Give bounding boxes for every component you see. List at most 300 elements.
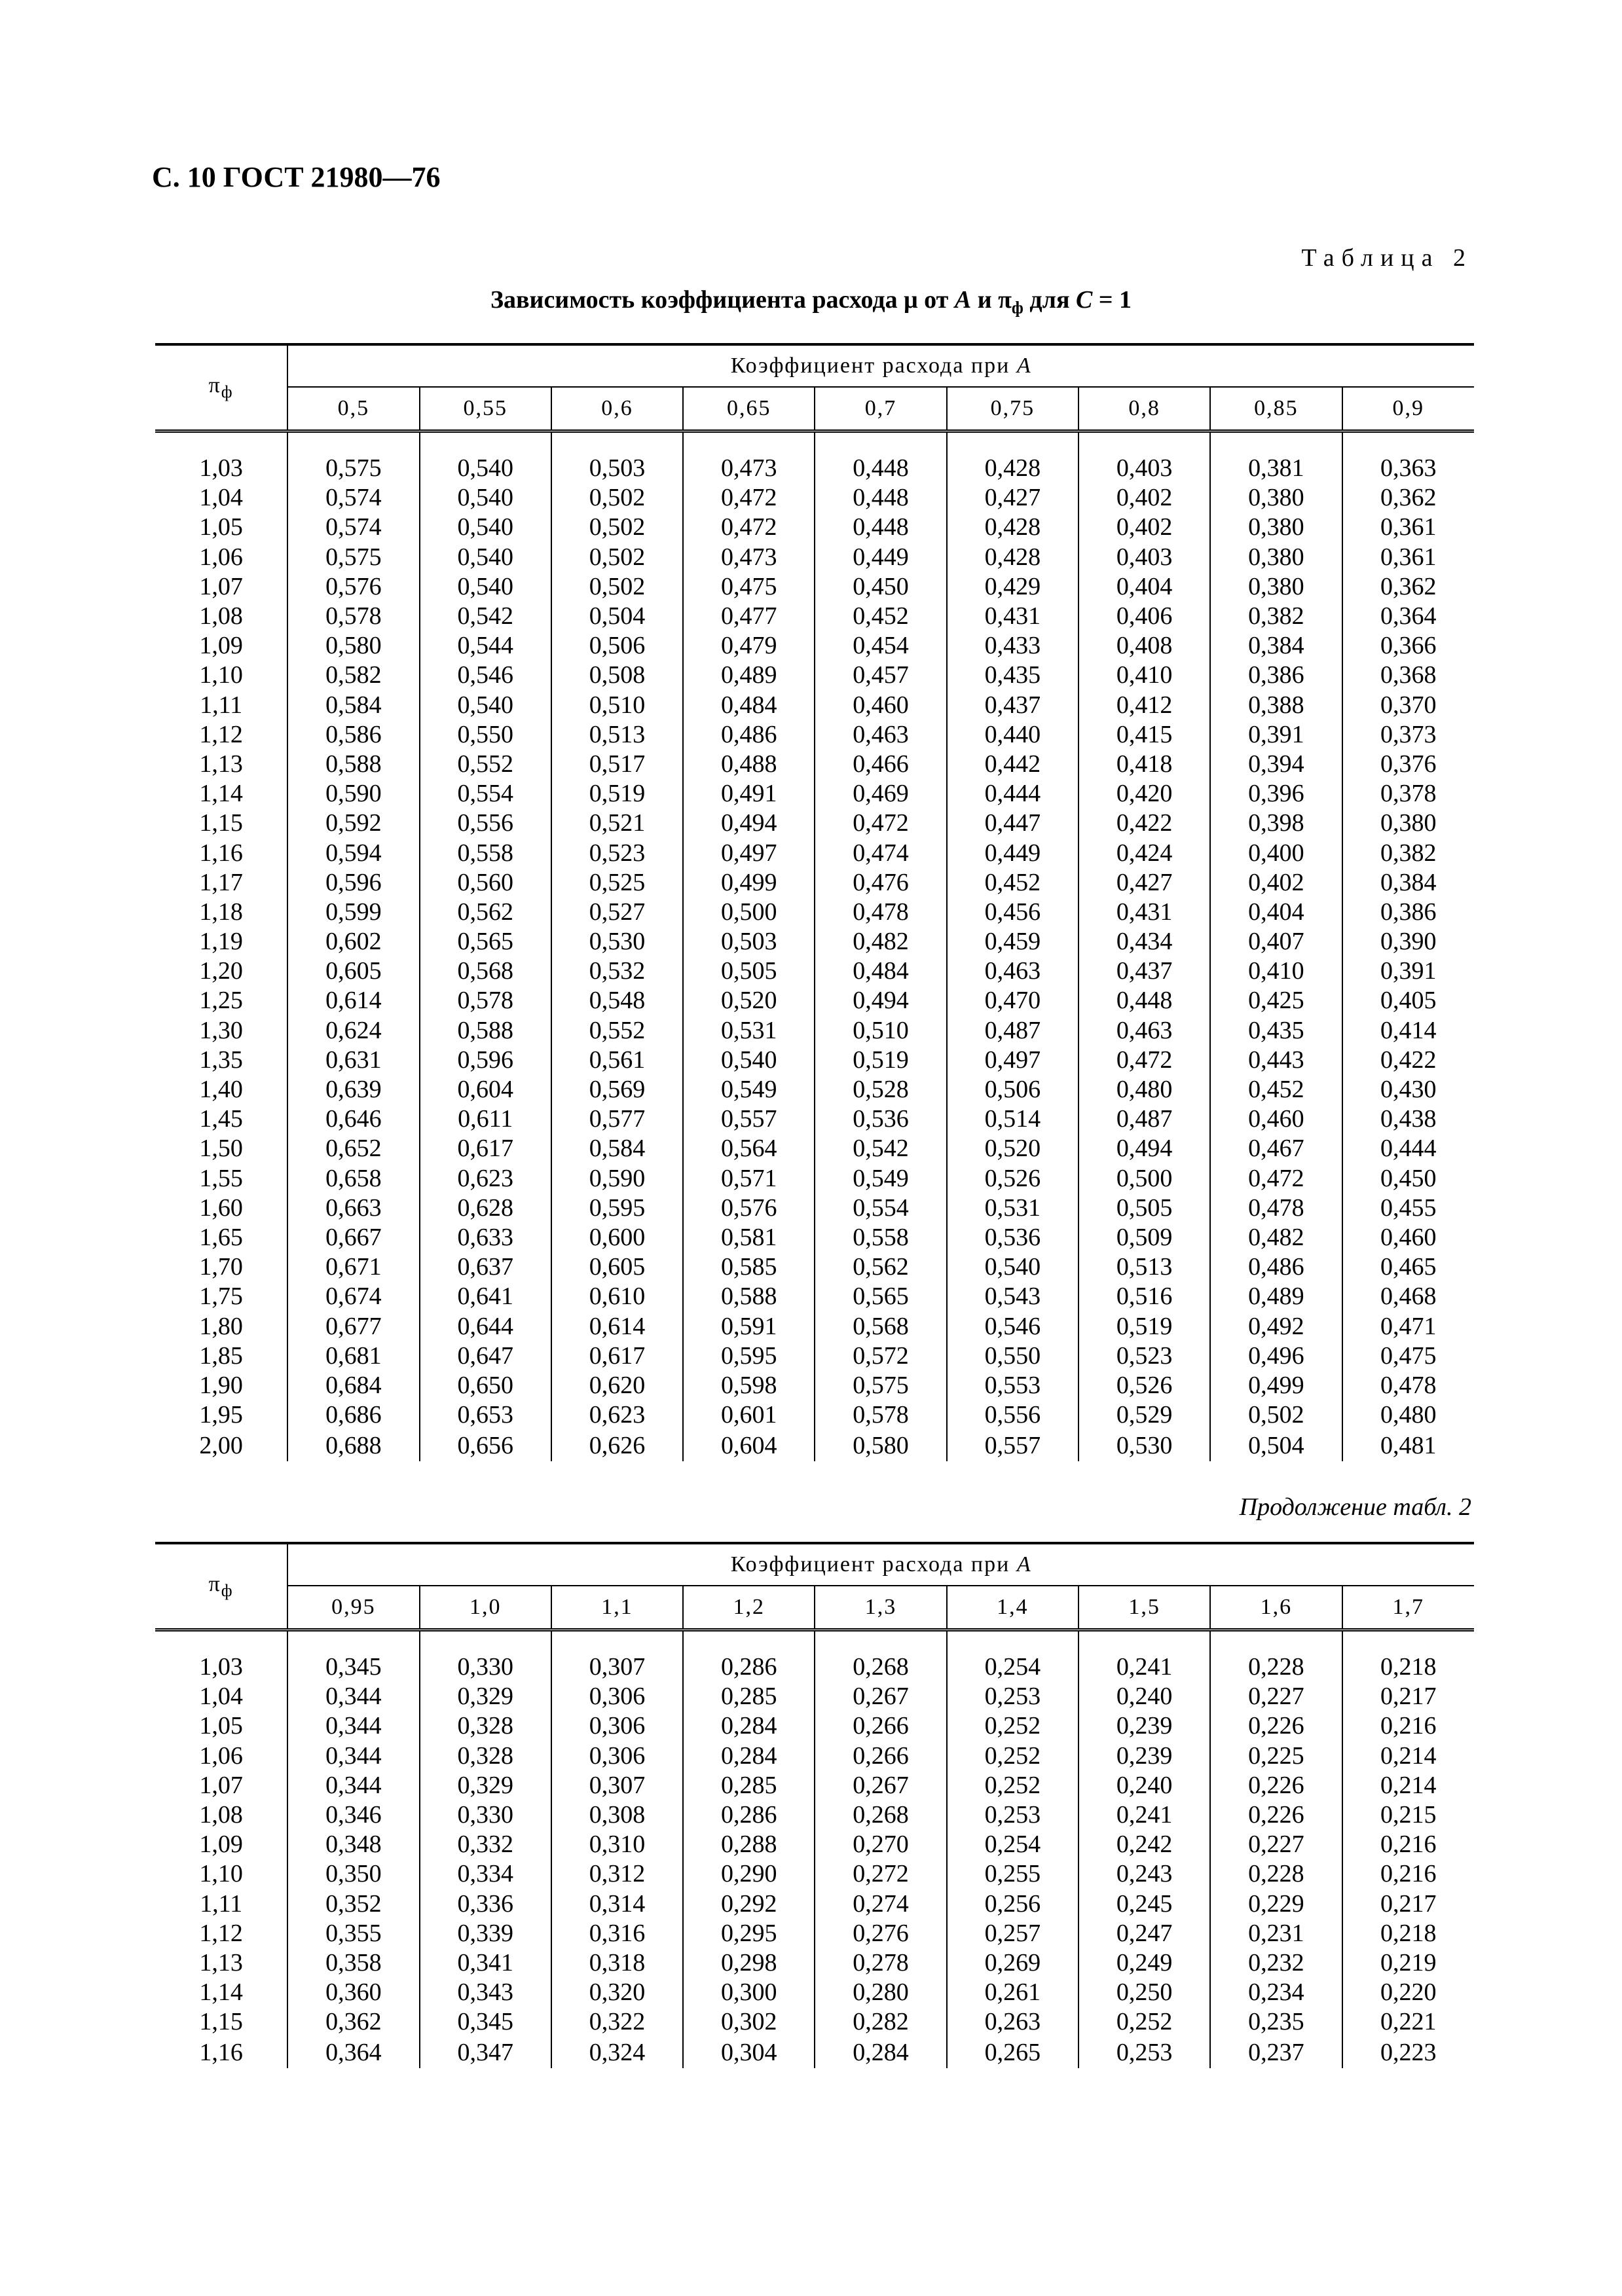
- coefficient-cell: 0,510: [551, 691, 683, 720]
- coefficient-cell: 0,487: [1078, 1104, 1210, 1134]
- table-row: [155, 809, 1474, 838]
- coefficient-cell: 0,300: [683, 1978, 815, 2007]
- pi-phi-cell: 1,50: [199, 1135, 243, 1163]
- coefficient-cell: 0,364: [287, 2037, 419, 2068]
- coefficient-cell: 0,318: [551, 1948, 683, 1978]
- coefficient-cell: 0,310: [551, 1830, 683, 1859]
- coefficient-cell: 0,506: [947, 1075, 1078, 1104]
- table-row: [155, 661, 1474, 690]
- table-row: [155, 720, 1474, 750]
- pi-phi-cell: 1,18: [199, 898, 243, 926]
- caption-text-and: и π: [971, 286, 1012, 314]
- coefficient-cell: 0,433: [947, 631, 1078, 661]
- coefficient-cell: 0,306: [551, 1682, 683, 1711]
- coefficient-cell: 0,443: [1210, 1046, 1342, 1075]
- coefficient-cell: 0,531: [683, 1016, 815, 1046]
- coefficient-cell: 0,598: [683, 1371, 815, 1400]
- table-row: [155, 1830, 1474, 1859]
- coefficient-cell: 0,482: [1210, 1223, 1342, 1252]
- coefficient-cell: 0,366: [1342, 631, 1474, 661]
- coefficient-cell: 0,500: [683, 898, 815, 927]
- coefficient-cell: 0,497: [683, 838, 815, 867]
- coefficient-cell: 0,530: [1078, 1430, 1210, 1461]
- coefficient-cell: 0,586: [287, 720, 419, 750]
- coefficient-cell: 0,320: [551, 1978, 683, 2007]
- coefficient-cell: 0,504: [551, 602, 683, 631]
- coefficient-cell: 0,415: [1078, 720, 1210, 750]
- coefficient-cell: 0,574: [287, 513, 419, 542]
- table-row: [155, 1859, 1474, 1889]
- coefficient-cell: 0,536: [815, 1104, 946, 1134]
- coefficient-cell: 0,558: [815, 1223, 946, 1252]
- coefficient-cell: 0,475: [1342, 1341, 1474, 1371]
- pi-phi-cell: 1,05: [199, 1712, 243, 1740]
- coefficient-cell: 0,226: [1210, 1711, 1342, 1741]
- coefficient-cell: 0,617: [420, 1134, 551, 1163]
- table-row: [155, 1771, 1474, 1800]
- coefficient-cell: 0,267: [815, 1771, 946, 1800]
- coefficient-cell: 0,484: [683, 691, 815, 720]
- gap-cell: [815, 431, 946, 454]
- pi-phi-cell: 1,04: [199, 1683, 243, 1711]
- coefficient-cell: 0,472: [683, 513, 815, 542]
- pi-phi-cell: 1,17: [199, 868, 243, 896]
- coefficient-cell: 0,434: [1078, 927, 1210, 957]
- column-header: 0,65: [683, 387, 815, 431]
- coefficient-cell: 0,361: [1342, 543, 1474, 572]
- coefficient-cell: 0,410: [1078, 661, 1210, 690]
- gap-cell: [155, 1630, 287, 1653]
- coefficient-cell: 0,502: [551, 543, 683, 572]
- coefficient-cell: 0,343: [420, 1978, 551, 2007]
- coefficient-cell: 0,234: [1210, 1978, 1342, 2007]
- pi-phi-cell: 1,12: [199, 720, 243, 748]
- table-row: [155, 1430, 1474, 1461]
- pi-phi-cell: 1,80: [199, 1312, 243, 1340]
- pi-sub: ф: [221, 382, 234, 401]
- coefficient-cell: 0,564: [683, 1134, 815, 1163]
- coefficient-cell: 0,306: [551, 1711, 683, 1741]
- coefficient-cell: 0,373: [1342, 720, 1474, 750]
- coefficient-cell: 0,284: [815, 2037, 946, 2068]
- coefficient-cell: 0,614: [287, 986, 419, 1015]
- coefficient-cell: 0,268: [815, 1652, 946, 1682]
- coefficient-cell: 0,448: [815, 483, 946, 513]
- coefficient-cell: 0,688: [287, 1430, 419, 1461]
- coefficient-cell: 0,324: [551, 2037, 683, 2068]
- coefficient-cell: 0,328: [420, 1711, 551, 1741]
- coefficient-cell: 0,466: [815, 750, 946, 779]
- coefficient-cell: 0,554: [420, 779, 551, 809]
- caption-text-before: Зависимость коэффициента расхода μ от: [490, 286, 955, 314]
- coefficient-cell: 0,226: [1210, 1771, 1342, 1800]
- coefficient-cell: 0,604: [420, 1075, 551, 1104]
- coefficient-cell: 0,578: [815, 1400, 946, 1430]
- coefficient-cell: 0,447: [947, 809, 1078, 838]
- coefficient-cell: 0,427: [947, 483, 1078, 513]
- coefficient-cell: 0,440: [947, 720, 1078, 750]
- span-header-text: Коэффициент расхода при: [730, 1552, 1017, 1576]
- pi-phi-cell: 1,11: [200, 1889, 243, 1918]
- coefficient-cell: 0,454: [815, 631, 946, 661]
- coefficient-cell: 0,540: [683, 1046, 815, 1075]
- pi-phi-cell: 1,07: [199, 572, 243, 600]
- coefficient-cell: 0,550: [947, 1341, 1078, 1371]
- coefficient-cell: 0,227: [1210, 1830, 1342, 1859]
- coefficient-cell: 0,382: [1210, 602, 1342, 631]
- coefficient-cell: 0,266: [815, 1741, 946, 1771]
- coefficient-cell: 0,380: [1210, 513, 1342, 542]
- column-header: 1,4: [947, 1586, 1078, 1630]
- coefficient-cell: 0,519: [815, 1046, 946, 1075]
- coefficient-cell: 0,386: [1210, 661, 1342, 690]
- coefficient-cell: 0,295: [683, 1919, 815, 1948]
- coefficient-cell: 0,540: [420, 454, 551, 483]
- table-row: [155, 1046, 1474, 1075]
- span-header-text: Коэффициент расхода при: [730, 354, 1017, 378]
- coefficient-cell: 0,502: [551, 572, 683, 602]
- flow-coefficient-table: [155, 343, 1474, 1461]
- coefficient-cell: 0,450: [1342, 1164, 1474, 1194]
- pi-phi-cell: 1,20: [199, 957, 243, 985]
- pi-phi-cell: 1,04: [199, 484, 243, 512]
- coefficient-cell: 0,562: [420, 898, 551, 927]
- coefficient-cell: 0,267: [815, 1682, 946, 1711]
- coefficient-cell: 0,237: [1210, 2037, 1342, 2068]
- coefficient-cell: 0,450: [815, 572, 946, 602]
- coefficient-cell: 0,306: [551, 1741, 683, 1771]
- coefficient-cell: 0,650: [420, 1371, 551, 1400]
- coefficient-cell: 0,235: [1210, 2007, 1342, 2037]
- coefficient-cell: 0,452: [815, 602, 946, 631]
- coefficient-cell: 0,226: [1210, 1800, 1342, 1830]
- coefficient-cell: 0,280: [815, 1978, 946, 2007]
- coefficient-cell: 0,557: [683, 1104, 815, 1134]
- table-row: [155, 1075, 1474, 1104]
- coefficient-cell: 0,644: [420, 1311, 551, 1341]
- coefficient-cell: 0,362: [287, 2007, 419, 2037]
- coefficient-cell: 0,502: [551, 483, 683, 513]
- coefficient-cell: 0,332: [420, 1830, 551, 1859]
- coefficient-cell: 0,456: [947, 898, 1078, 927]
- coefficient-cell: 0,581: [683, 1223, 815, 1252]
- gap-cell: [1078, 431, 1210, 454]
- column-header: 1,1: [551, 1586, 683, 1630]
- coefficient-cell: 0,628: [420, 1194, 551, 1223]
- coefficient-cell: 0,448: [1078, 986, 1210, 1015]
- coefficient-cell: 0,468: [1342, 1282, 1474, 1311]
- coefficient-cell: 0,231: [1210, 1919, 1342, 1948]
- coefficient-cell: 0,361: [1342, 513, 1474, 542]
- caption-sub-phi: ф: [1011, 298, 1023, 318]
- coefficient-cell: 0,398: [1210, 809, 1342, 838]
- coefficient-cell: 0,363: [1342, 454, 1474, 483]
- pi-phi-cell: 1,95: [199, 1401, 243, 1429]
- gap-cell: [947, 1630, 1078, 1653]
- pi-phi-cell: 1,07: [199, 1771, 243, 1799]
- coefficient-cell: 0,284: [683, 1711, 815, 1741]
- coefficient-cell: 0,253: [1078, 2037, 1210, 2068]
- coefficient-cell: 0,658: [287, 1164, 419, 1194]
- coefficient-cell: 0,560: [420, 868, 551, 898]
- coefficient-cell: 0,265: [947, 2037, 1078, 2068]
- coefficient-cell: 0,214: [1342, 1771, 1474, 1800]
- coefficient-cell: 0,304: [683, 2037, 815, 2068]
- coefficient-cell: 0,428: [947, 543, 1078, 572]
- coefficient-cell: 0,585: [683, 1252, 815, 1282]
- coefficient-cell: 0,220: [1342, 1978, 1474, 2007]
- coefficient-cell: 0,364: [1342, 602, 1474, 631]
- coefficient-cell: 0,344: [287, 1682, 419, 1711]
- coefficient-cell: 0,467: [1210, 1134, 1342, 1163]
- pi-phi-cell: 1,06: [199, 1741, 243, 1770]
- coefficient-cell: 0,550: [420, 720, 551, 750]
- column-header: 1,2: [683, 1586, 815, 1630]
- gap-cell: [287, 1630, 419, 1653]
- pi-phi-cell: 1,12: [199, 1919, 243, 1947]
- table-row: [155, 779, 1474, 809]
- coefficient-cell: 0,307: [551, 1771, 683, 1800]
- coefficient-cell: 0,384: [1210, 631, 1342, 661]
- coefficient-cell: 0,229: [1210, 1889, 1342, 1919]
- coefficient-cell: 0,422: [1078, 809, 1210, 838]
- column-header: 1,7: [1342, 1586, 1474, 1630]
- pi-phi-cell: 1,60: [199, 1194, 243, 1222]
- coefficient-cell: 0,252: [947, 1771, 1078, 1800]
- coefficient-cell: 0,472: [815, 809, 946, 838]
- table-row: [155, 1711, 1474, 1741]
- table-row: [155, 1800, 1474, 1830]
- pi-phi-cell: 2,00: [199, 1431, 243, 1459]
- coefficient-cell: 0,475: [683, 572, 815, 602]
- pi-phi-cell: 1,65: [199, 1223, 243, 1251]
- coefficient-cell: 0,452: [947, 868, 1078, 898]
- coefficient-cell: 0,623: [551, 1400, 683, 1430]
- coefficient-cell: 0,460: [815, 691, 946, 720]
- coefficient-cell: 0,402: [1078, 513, 1210, 542]
- coefficient-cell: 0,394: [1210, 750, 1342, 779]
- coefficient-cell: 0,575: [287, 543, 419, 572]
- coefficient-cell: 0,241: [1078, 1800, 1210, 1830]
- coefficient-cell: 0,637: [420, 1252, 551, 1282]
- table-row: [155, 898, 1474, 927]
- coefficient-cell: 0,348: [287, 1830, 419, 1859]
- coefficient-cell: 0,344: [287, 1741, 419, 1771]
- continuation-label: Продолжение табл. 2: [1239, 1493, 1471, 1521]
- coefficient-cell: 0,543: [947, 1282, 1078, 1311]
- coefficient-cell: 0,368: [1342, 661, 1474, 690]
- coefficient-cell: 0,228: [1210, 1859, 1342, 1889]
- coefficient-cell: 0,270: [815, 1830, 946, 1859]
- coefficient-cell: 0,408: [1078, 631, 1210, 661]
- coefficient-cell: 0,334: [420, 1859, 551, 1889]
- coefficient-cell: 0,600: [551, 1223, 683, 1252]
- coefficient-cell: 0,403: [1078, 543, 1210, 572]
- coefficient-cell: 0,594: [287, 838, 419, 867]
- gap-cell: [155, 431, 287, 454]
- pi-phi-cell: 1,30: [199, 1016, 243, 1044]
- table-row: [155, 691, 1474, 720]
- span-header-var: A: [1016, 354, 1032, 378]
- pi-phi-cell: 1,11: [200, 691, 243, 719]
- coefficient-cell: 0,633: [420, 1223, 551, 1252]
- coefficient-cell: 0,431: [1078, 898, 1210, 927]
- header-gap-row: [155, 431, 1474, 454]
- pi-phi-cell: 1,15: [199, 2008, 243, 2036]
- coefficient-cell: 0,528: [815, 1075, 946, 1104]
- coefficient-cell: 0,316: [551, 1919, 683, 1948]
- coefficient-cell: 0,588: [287, 750, 419, 779]
- coefficient-cell: 0,480: [1342, 1400, 1474, 1430]
- coefficient-cell: 0,252: [1078, 2007, 1210, 2037]
- coefficient-cell: 0,568: [815, 1311, 946, 1341]
- caption-var-a: A: [954, 286, 972, 314]
- coefficient-cell: 0,263: [947, 2007, 1078, 2037]
- coefficient-cell: 0,249: [1078, 1948, 1210, 1978]
- coefficient-cell: 0,677: [287, 1311, 419, 1341]
- table-row: [155, 986, 1474, 1015]
- coefficient-cell: 0,596: [287, 868, 419, 898]
- column-header: 0,6: [551, 387, 683, 431]
- coefficient-cell: 0,505: [1078, 1194, 1210, 1223]
- coefficient-cell: 0,452: [1210, 1075, 1342, 1104]
- coefficient-cell: 0,617: [551, 1341, 683, 1371]
- coefficient-cell: 0,218: [1342, 1652, 1474, 1682]
- coefficient-cell: 0,574: [287, 483, 419, 513]
- coefficient-cell: 0,520: [947, 1134, 1078, 1163]
- coefficient-cell: 0,496: [1210, 1341, 1342, 1371]
- pi-phi-cell: 1,19: [199, 928, 243, 956]
- pi-phi-cell: 1,55: [199, 1164, 243, 1192]
- coefficient-cell: 0,565: [420, 927, 551, 957]
- coefficient-cell: 0,422: [1342, 1046, 1474, 1075]
- coefficient-cell: 0,470: [947, 986, 1078, 1015]
- coefficient-cell: 0,448: [815, 454, 946, 483]
- coefficient-cell: 0,578: [420, 986, 551, 1015]
- coefficient-cell: 0,506: [551, 631, 683, 661]
- pi-sub: ф: [221, 1580, 234, 1600]
- coefficient-cell: 0,604: [683, 1430, 815, 1461]
- coefficient-cell: 0,218: [1342, 1919, 1474, 1948]
- coefficient-cell: 0,473: [683, 543, 815, 572]
- coefficient-cell: 0,481: [1342, 1430, 1474, 1461]
- pi-phi-cell: 1,08: [199, 602, 243, 630]
- coefficient-cell: 0,519: [551, 779, 683, 809]
- coefficient-cell: 0,427: [1078, 868, 1210, 898]
- pi-phi-cell: 1,16: [199, 839, 243, 867]
- coefficient-cell: 0,517: [551, 750, 683, 779]
- coefficient-cell: 0,530: [551, 927, 683, 957]
- coefficient-cell: 0,285: [683, 1771, 815, 1800]
- table-row: [155, 957, 1474, 986]
- pi-symbol: π: [208, 1572, 221, 1597]
- coefficient-cell: 0,605: [551, 1252, 683, 1282]
- coefficient-cell: 0,656: [420, 1430, 551, 1461]
- coefficient-cell: 0,455: [1342, 1194, 1474, 1223]
- table-row: [155, 1371, 1474, 1400]
- pi-phi-cell: 1,16: [199, 2038, 243, 2066]
- coefficient-cell: 0,488: [683, 750, 815, 779]
- coefficient-cell: 0,254: [947, 1830, 1078, 1859]
- coefficient-cell: 0,494: [1078, 1134, 1210, 1163]
- gap-cell: [420, 1630, 551, 1653]
- coefficient-cell: 0,532: [551, 957, 683, 986]
- coefficient-cell: 0,425: [1210, 986, 1342, 1015]
- pi-phi-cell: 1,35: [199, 1046, 243, 1074]
- coefficient-cell: 0,391: [1342, 957, 1474, 986]
- coefficient-cell: 0,510: [815, 1016, 946, 1046]
- coefficient-cell: 0,216: [1342, 1830, 1474, 1859]
- coefficient-cell: 0,402: [1210, 868, 1342, 898]
- coefficient-cell: 0,599: [287, 898, 419, 927]
- gap-cell: [1342, 1630, 1474, 1653]
- coefficient-cell: 0,380: [1210, 572, 1342, 602]
- coefficient-cell: 0,546: [420, 661, 551, 690]
- coefficient-cell: 0,556: [420, 809, 551, 838]
- coefficient-cell: 0,575: [815, 1371, 946, 1400]
- pi-phi-cell: 1,06: [199, 543, 243, 571]
- pi-phi-cell: 1,14: [199, 1978, 243, 2007]
- coefficient-cell: 0,578: [287, 602, 419, 631]
- coefficient-cell: 0,562: [815, 1252, 946, 1282]
- coefficient-cell: 0,647: [420, 1341, 551, 1371]
- coefficient-cell: 0,473: [683, 454, 815, 483]
- coefficient-cell: 0,492: [1210, 1311, 1342, 1341]
- gap-cell: [1342, 431, 1474, 454]
- table-row: [155, 927, 1474, 957]
- pi-phi-cell: 1,75: [199, 1283, 243, 1311]
- coefficient-cell: 0,577: [551, 1104, 683, 1134]
- table-row: [155, 483, 1474, 513]
- coefficient-cell: 0,347: [420, 2037, 551, 2068]
- header-gap-row: [155, 1630, 1474, 1653]
- coefficient-cell: 0,217: [1342, 1889, 1474, 1919]
- coefficient-cell: 0,580: [287, 631, 419, 661]
- coefficient-cell: 0,684: [287, 1371, 419, 1400]
- coefficient-cell: 0,227: [1210, 1682, 1342, 1711]
- coefficient-cell: 0,626: [551, 1430, 683, 1461]
- coefficient-cell: 0,620: [551, 1371, 683, 1400]
- gap-cell: [551, 1630, 683, 1653]
- pi-phi-cell: 1,14: [199, 780, 243, 808]
- coefficient-cell: 0,378: [1342, 779, 1474, 809]
- coefficient-cell: 0,499: [683, 868, 815, 898]
- coefficient-cell: 0,400: [1210, 838, 1342, 867]
- coefficient-cell: 0,444: [1342, 1134, 1474, 1163]
- coefficient-cell: 0,509: [1078, 1223, 1210, 1252]
- coefficient-cell: 0,531: [947, 1194, 1078, 1223]
- coefficient-cell: 0,596: [420, 1046, 551, 1075]
- coefficient-cell: 0,344: [287, 1711, 419, 1741]
- coefficient-cell: 0,614: [551, 1311, 683, 1341]
- pi-phi-cell: 1,03: [199, 1653, 243, 1681]
- coefficient-cell: 0,403: [1078, 454, 1210, 483]
- coefficient-cell: 0,286: [683, 1800, 815, 1830]
- coefficient-cell: 0,576: [287, 572, 419, 602]
- coefficient-cell: 0,529: [1078, 1400, 1210, 1430]
- coefficient-cell: 0,605: [287, 957, 419, 986]
- coefficient-cell: 0,268: [815, 1800, 946, 1830]
- coefficient-cell: 0,486: [1210, 1252, 1342, 1282]
- coefficient-cell: 0,390: [1342, 927, 1474, 957]
- coefficient-cell: 0,429: [947, 572, 1078, 602]
- table-row: [155, 1682, 1474, 1711]
- column-header: 1,6: [1210, 1586, 1342, 1630]
- coefficient-cell: 0,232: [1210, 1948, 1342, 1978]
- coefficient-cell: 0,384: [1342, 868, 1474, 898]
- coefficient-cell: 0,420: [1078, 779, 1210, 809]
- coefficient-cell: 0,526: [1078, 1371, 1210, 1400]
